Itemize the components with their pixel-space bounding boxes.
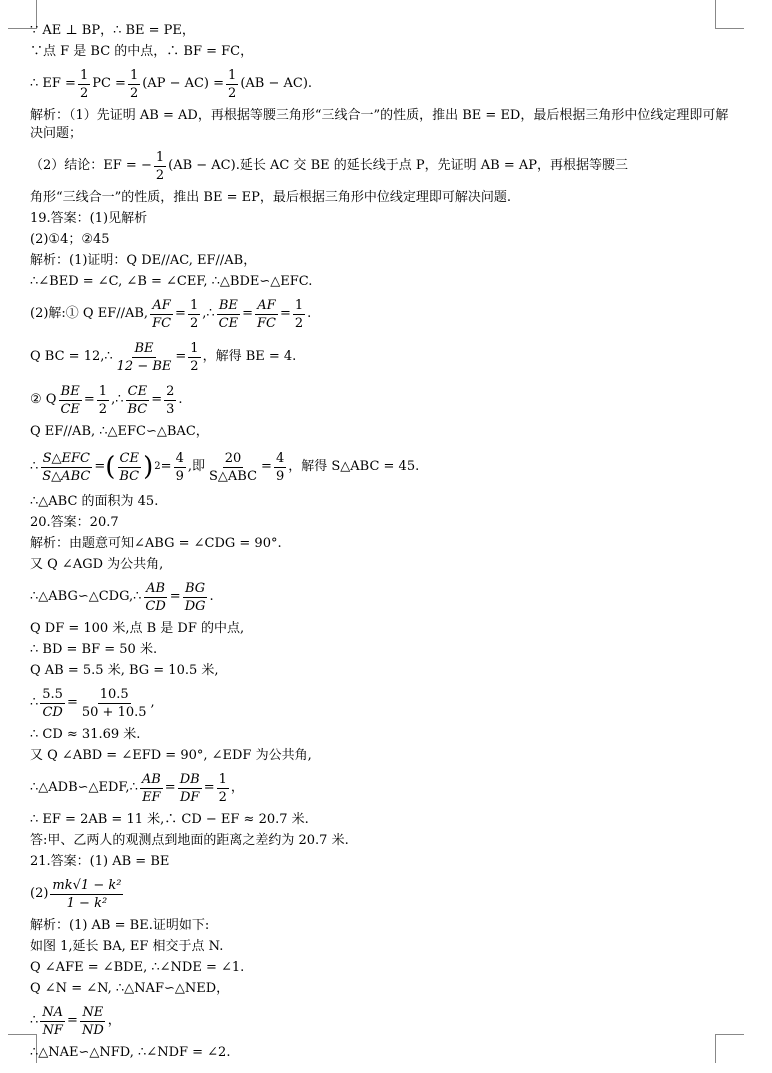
fraction: $\frac{BE}{12 - BE}$ [116, 340, 172, 374]
fraction: $\frac{AF}{FC}$ [256, 297, 276, 331]
text-line: 又 Q ∠ABD = ∠EFD = 90°, ∠EDF 为公共角, [30, 748, 312, 763]
text-line: (2)①4；②45 [30, 232, 110, 247]
fraction: $\frac{NA}{NF}$ [42, 1004, 64, 1038]
text-line: 20.答案：20.7 [30, 515, 119, 530]
text-line: ∴ $\frac{5.5}{CD}$ = $\frac{10.5}{50 + 10.5}$ , [30, 686, 155, 720]
fraction: $\frac{1}{2}$ [294, 297, 304, 331]
text-line: 21.答案：(1) AB = BE [30, 854, 170, 869]
text-line: 解析：(1) AB = BE.证明如下: [30, 918, 210, 933]
text-line: 解析：由题意可知∠ABG = ∠CDG = 90°. [30, 536, 282, 551]
text-line [30, 43, 730, 61]
text-line: 19.答案：(1)见解析 [30, 211, 148, 226]
text-line: ∴ CD ≈ 31.69 米. [30, 727, 141, 742]
text-line: Q ∠AFE = ∠BDE, ∴∠NDE = ∠1. [30, 960, 245, 975]
fraction: $\frac{4}{9}$ [175, 450, 184, 484]
text-line: ∴△ADB∽△EDF,∴ $\frac{AB}{EF}$ = $\frac{DB}{DF}$ = $\frac{1}{2}$ ， [30, 771, 244, 805]
fraction: $\frac{1}{2}$ [155, 149, 165, 183]
fraction: $\frac{1}{2}$ [190, 340, 199, 374]
text-line [30, 107, 730, 143]
fraction: $\frac{10.5}{50 + 10.5}$ [81, 686, 147, 720]
fraction: $\frac{1}{2}$ [189, 297, 199, 331]
fraction: $\frac{AF}{FC}$ [152, 297, 172, 331]
left-paren: ( [105, 452, 116, 482]
line-text: 解析：（1）先证明 AB = AD，再根据等腰三角形“三线合一”的性质，推出 BE = ED，最后根据三角形中位线定理即可解决问题； [30, 108, 729, 141]
text-line [30, 22, 730, 40]
fraction: $\frac{CE}{BC}$ [119, 450, 140, 484]
exponent: 2 [154, 461, 161, 472]
text-line: ∴∠BED = ∠C, ∠B = ∠CEF, ∴△BDE∽△EFC. [30, 274, 313, 289]
fraction: $\frac{5.5}{CD}$ [42, 686, 63, 720]
fraction: $\frac{CE}{BC}$ [127, 383, 148, 417]
text-line: ∴ $\frac{\text{S△EFC}}{\text{S△ABC}}$ = ( $\frac{CE}{BC}$ ) 2 = $\frac{4}{9}$ ,即 $\frac{20}{\text{S△ABC}}$ = $\frac{4}{9}$ ，解得 S△ABC = 45. [30, 450, 420, 484]
text-line: 解析：(1)证明：Q DE//AC, EF//AB， [30, 253, 257, 268]
line-text: ∵点 F 是 BC 的中点，∴ BF = FC， [30, 44, 254, 59]
fraction: $\frac{NE}{ND}$ [81, 1004, 104, 1038]
right-paren: ) [143, 452, 154, 482]
fraction: $\frac{AB}{EF}$ [141, 771, 161, 805]
text-line: ∴△ABG∽△CDG,∴ $\frac{AB}{CD}$ = $\frac{BG}{DG}$ . [30, 580, 214, 614]
fraction: $\frac{2}{3}$ [166, 383, 175, 417]
text-line: Q EF//AB, ∴△EFC∽△BAC， [30, 424, 209, 439]
fraction: $\frac{\text{S△EFC}}{\text{S△ABC}}$ [42, 450, 91, 484]
text-line: Q AB = 5.5 米, BG = 10.5 米, [30, 663, 219, 678]
fraction: $\frac{1}{2}$ [98, 383, 108, 417]
fraction: $\frac{AB}{CD}$ [145, 580, 166, 614]
fraction: $\frac{\text{mk√1 − k²}}{\text{1 − k²}}$ [52, 877, 122, 911]
fraction: $\frac{BG}{DG}$ [184, 580, 206, 614]
text-line: Q ∠N = ∠N, ∴△NAF∽△NED， [30, 981, 230, 996]
text-line: (2)解:① Q EF//AB, $\frac{AF}{FC}$ = $\frac{1}{2}$ ,∴ $\frac{BE}{CE}$ = $\frac{AF}{FC}$ = $\frac{1}{2}$ . [30, 297, 312, 331]
text-line: ∴ $\frac{NA}{NF}$ = $\frac{NE}{ND}$ ， [30, 1004, 121, 1038]
text-line: Q DF = 100 米,点 B 是 DF 的中点, [30, 621, 245, 636]
text-line: ∴△NAE∽△NFD, ∴∠NDF = ∠2. [30, 1045, 231, 1060]
line-text: ∵ AE ⊥ BP，∴ BE = PE， [30, 23, 195, 38]
fraction: $\frac{1}{2}$ [129, 67, 139, 101]
text-line: ∴ EF = 2AB = 11 米,∴ CD − EF ≈ 20.7 米. [30, 812, 309, 827]
text-line: ∴△ABC 的面积为 45. [30, 494, 159, 509]
fraction: $\frac{1}{2}$ [228, 67, 237, 101]
text-line: 角形“三线合一”的性质，推出 BE = EP，最后根据三角形中位线定理即可解决问题. [30, 190, 511, 205]
fraction: $\frac{4}{9}$ [275, 450, 285, 484]
text-line: （2）结论：EF = − $\frac{1}{2}$ (AB − AC).延长 AC 交 BE 的延长线于点 P，先证明 AB = AP，再根据等腰三 [30, 149, 628, 183]
fraction: $\frac{BE}{CE}$ [218, 297, 239, 331]
text-line: 如图 1,延长 BA, EF 相交于点 N. [30, 939, 224, 954]
text-line: (2) $\frac{\text{mk√1 − k²}}{\text{1 − k²}}$ [30, 877, 122, 911]
text-line: Q BC = 12,∴ $\frac{BE}{12 - BE}$ = $\frac{1}{2}$ ，解得 BE = 4. [30, 340, 297, 374]
text-line: 答:甲、乙两人的观测点到地面的距离之差约为 20.7 米. [30, 833, 349, 848]
text-line: ∴ EF = $\frac{1}{2}$ PC = $\frac{1}{2}$ (AP − AC) = $\frac{1}{2}$ (AB − AC). [30, 67, 313, 101]
text-line: 又 Q ∠AGD 为公共角, [30, 557, 164, 572]
text-line: ② Q $\frac{BE}{CE}$ = $\frac{1}{2}$ ,∴ $\frac{CE}{BC}$ = $\frac{2}{3}$ . [30, 383, 183, 417]
fraction: $\frac{DB}{DF}$ [179, 771, 200, 805]
fraction: $\frac{1}{2}$ [218, 771, 227, 805]
fraction: $\frac{BE}{CE}$ [60, 383, 80, 417]
text-line: ∴ BD = BF = 50 米. [30, 642, 158, 657]
fraction: $\frac{1}{2}$ [79, 67, 89, 101]
line-text: ∴ EF = [30, 76, 76, 91]
fraction: $\frac{20}{\text{S△ABC}}$ [209, 450, 258, 484]
document-body [30, 22, 730, 1065]
